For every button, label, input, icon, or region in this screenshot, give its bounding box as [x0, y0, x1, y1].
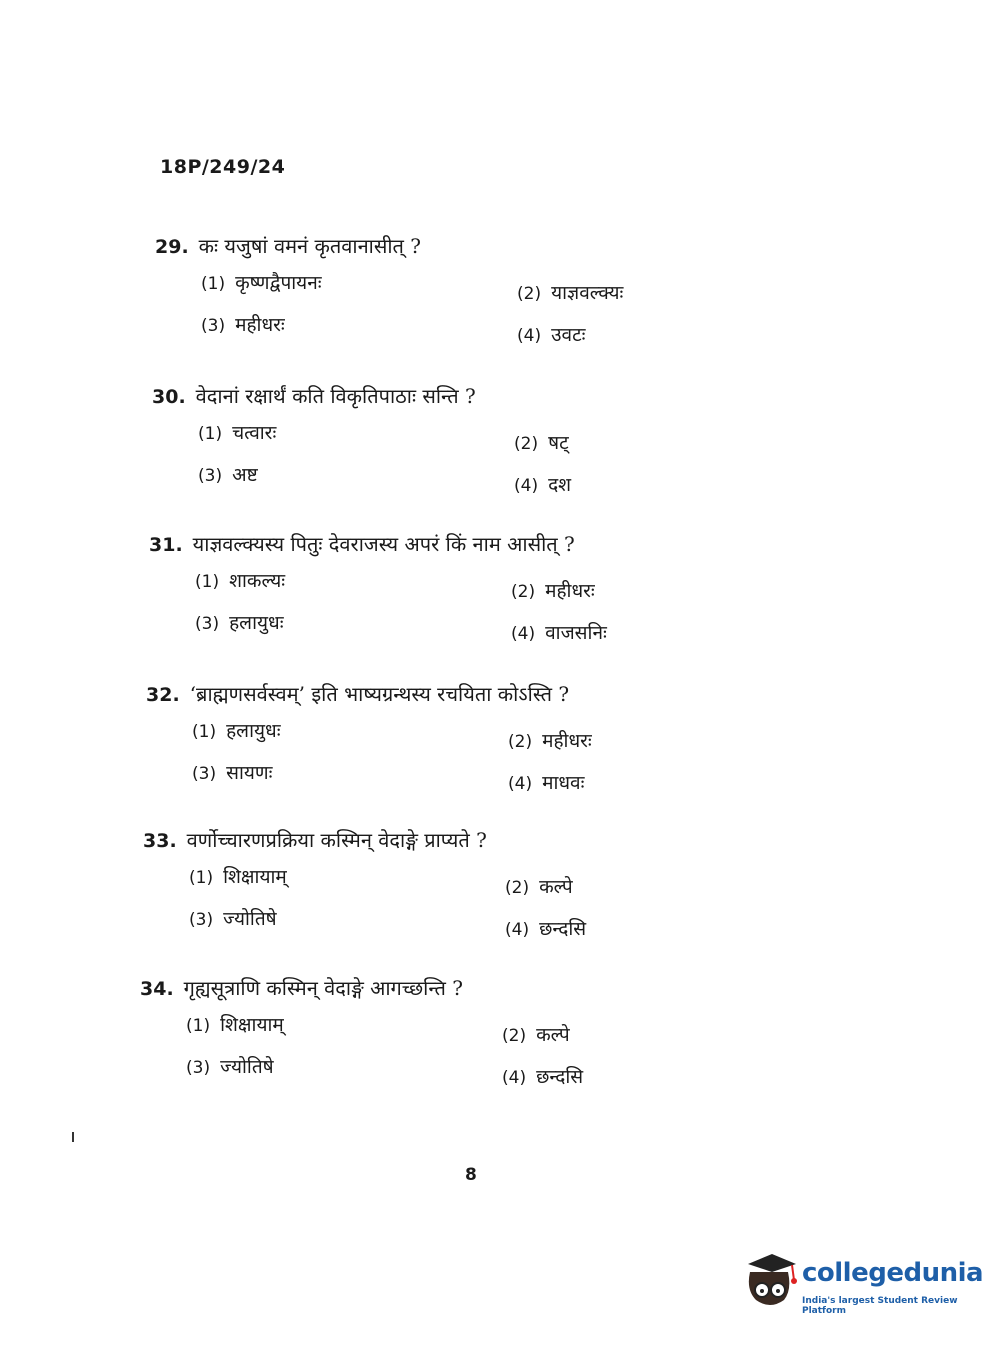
question-33 [143, 826, 703, 953]
option-3: (3) महीधरः [201, 314, 285, 336]
option-1: (1) शिक्षायाम् [186, 1014, 284, 1036]
option-4: (4) वाजसनिः [511, 622, 607, 644]
option-3: (3) सायणः [192, 762, 273, 784]
option-2: (2) महीधरः [511, 580, 595, 602]
question-29 [155, 232, 715, 359]
option-4: (4) छन्दसि [505, 918, 587, 940]
question-text: कः यजुषां वमनं कृतवानासीत् ? [198, 234, 422, 258]
question-number: 33. [143, 830, 177, 852]
margin-mark [72, 1132, 74, 1142]
option-4: (4) दश [514, 474, 572, 496]
question-number: 34. [140, 978, 174, 1000]
collegedunia-watermark [742, 1250, 984, 1316]
option-2: (2) कल्पे [505, 876, 573, 898]
option-4: (4) माधवः [508, 772, 585, 794]
option-4: (4) उवटः [517, 324, 586, 346]
mascot-icon [742, 1250, 800, 1312]
question-text: वर्णोच्चारणप्रक्रिया कस्मिन् वेदाङ्गे प्राप्यते ? [186, 828, 487, 852]
question-number: 29. [155, 236, 189, 258]
question-34 [140, 974, 700, 1101]
question-number: 31. [149, 534, 183, 556]
question-30 [152, 382, 712, 509]
option-1: (1) हलायुधः [192, 720, 281, 742]
paper-code: 18P/249/24 [160, 156, 286, 178]
option-2: (2) महीधरः [508, 730, 592, 752]
question-text: वेदानां रक्षार्थं कति विकृतिपाठाः सन्ति ? [195, 384, 476, 408]
option-2: (2) षट् [514, 432, 569, 454]
option-3: (3) ज्योतिषे [186, 1056, 274, 1078]
question-number: 30. [152, 386, 186, 408]
question-text: गृह्यसूत्राणि कस्मिन् वेदाङ्गे आगच्छन्ति ? [183, 976, 463, 1000]
question-text: याज्ञवल्क्यस्य पितुः देवराजस्य अपरं किं नाम आसीत् ? [192, 532, 575, 556]
question-32 [146, 680, 706, 807]
option-1: (1) कृष्णद्वैपायनः [201, 272, 322, 294]
option-1: (1) चत्वारः [198, 422, 277, 444]
option-3: (3) अष्ट [198, 464, 258, 486]
page-number: 8 [465, 1165, 477, 1185]
brand-name: collegedunia [802, 1258, 984, 1288]
option-3: (3) हलायुधः [195, 612, 284, 634]
option-2: (2) कल्पे [502, 1024, 570, 1046]
question-number: 32. [146, 684, 180, 706]
brand-tagline: India's largest Student Review Platform [802, 1296, 958, 1316]
option-4: (4) छन्दसि [502, 1066, 584, 1088]
question-text: ‘ब्राह्मणसर्वस्वम्’ इति भाष्यग्रन्थस्य रचयिता कोऽस्ति ? [189, 682, 570, 706]
option-3: (3) ज्योतिषे [189, 908, 277, 930]
option-2: (2) याज्ञवल्क्यः [517, 282, 624, 304]
option-1: (1) शाकल्यः [195, 570, 286, 592]
option-1: (1) शिक्षायाम् [189, 866, 287, 888]
question-31 [149, 530, 709, 657]
